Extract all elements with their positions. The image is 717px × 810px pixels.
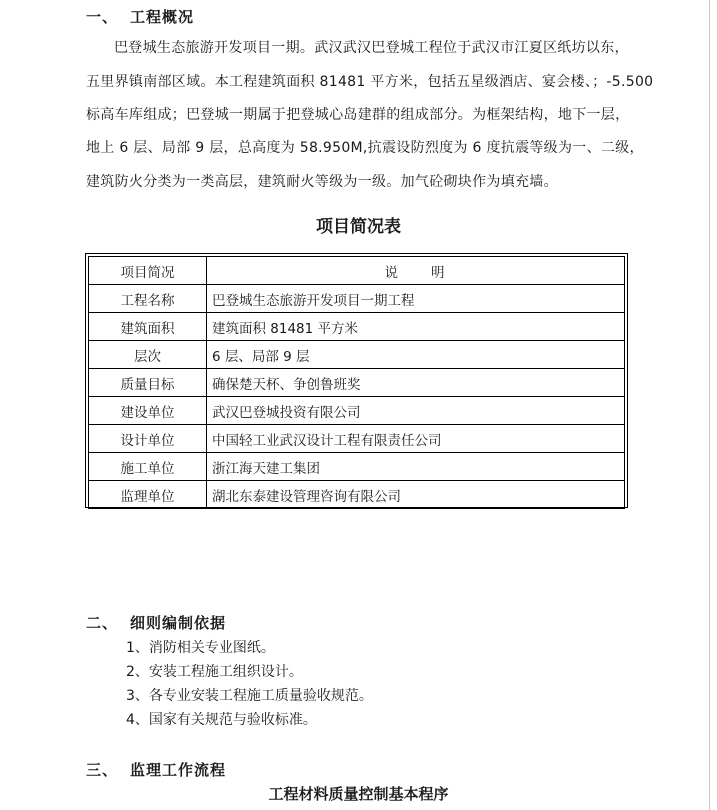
row-value: 建筑面积 81481 平方米: [207, 313, 625, 341]
row-value: 浙江海天建工集团: [207, 453, 625, 481]
project-summary-table: [85, 253, 628, 508]
table-row: [89, 425, 625, 453]
section2-number: 二、: [86, 614, 119, 632]
list-item: 1、消防相关专业图纸。: [126, 640, 275, 656]
table-row: [89, 285, 625, 313]
paragraph-line: 五里界镇南部区域。本工程建筑面积 81481 平方米，包括五星级酒店、宴会楼、；-5.500: [86, 74, 654, 90]
header-cell: 说 明: [207, 257, 625, 285]
row-label: 层次: [89, 341, 207, 369]
header-cell: 项目简况: [89, 257, 207, 285]
paragraph-line: 地上 6 层、局部 9 层，总高度为 58.950M,抗震设防烈度为 6 度抗震等级为一、二级，: [86, 140, 644, 156]
table-row: [89, 369, 625, 397]
row-label: 建筑面积: [89, 313, 207, 341]
table-title: 项目简况表: [316, 217, 401, 237]
paragraph-line: 建筑防火分类为一类高层，建筑耐火等级为一级。加气砼砌块作为填充墙。: [86, 174, 558, 190]
paragraph-line: 巴登城生态旅游开发项目一期。武汉武汉巴登城工程位于武汉市江夏区纸坊以东，: [114, 40, 629, 56]
section2-heading: [86, 612, 226, 633]
table-row: [89, 397, 625, 425]
row-label: 施工单位: [89, 453, 207, 481]
row-label: 工程名称: [89, 285, 207, 313]
table-row: [89, 341, 625, 369]
row-value: 湖北东泰建设管理咨询有限公司: [207, 481, 625, 509]
section3-heading: [86, 759, 226, 780]
section1-title: 工程概况: [130, 8, 195, 26]
table-row: [89, 481, 625, 509]
row-value: 巴登城生态旅游开发项目一期工程: [207, 285, 625, 313]
table-row: [89, 453, 625, 481]
list-item: 2、安装工程施工组织设计。: [126, 664, 303, 680]
table-header-row: [89, 257, 625, 285]
section3-title: 监理工作流程: [130, 761, 227, 779]
row-label: 建设单位: [89, 397, 207, 425]
row-label: 设计单位: [89, 425, 207, 453]
row-value: 6 层、局部 9 层: [207, 341, 625, 369]
row-label: 监理单位: [89, 481, 207, 509]
basis-list: [126, 636, 373, 732]
row-value: 确保楚天杯、争创鲁班奖: [207, 369, 625, 397]
section1-number: 一、: [86, 8, 119, 26]
section2-title: 细则编制依据: [130, 614, 227, 632]
section3-number: 三、: [86, 761, 119, 779]
section1-heading: [86, 6, 194, 27]
page-edge: [709, 0, 710, 810]
paragraph-line: 标高车库组成；巴登城一期属于把登城心岛建群的组成部分。为框架结构，地下一层，: [86, 107, 630, 123]
list-item: 4、国家有关规范与验收标准。: [126, 712, 317, 728]
procedure-subtitle: 工程材料质量控制基本程序: [268, 785, 449, 803]
row-label: 质量目标: [89, 369, 207, 397]
table-row: [89, 313, 625, 341]
row-value: 武汉巴登城投资有限公司: [207, 397, 625, 425]
list-item: 3、各专业安装工程施工质量验收规范。: [126, 688, 373, 704]
row-value: 中国轻工业武汉设计工程有限责任公司: [207, 425, 625, 453]
